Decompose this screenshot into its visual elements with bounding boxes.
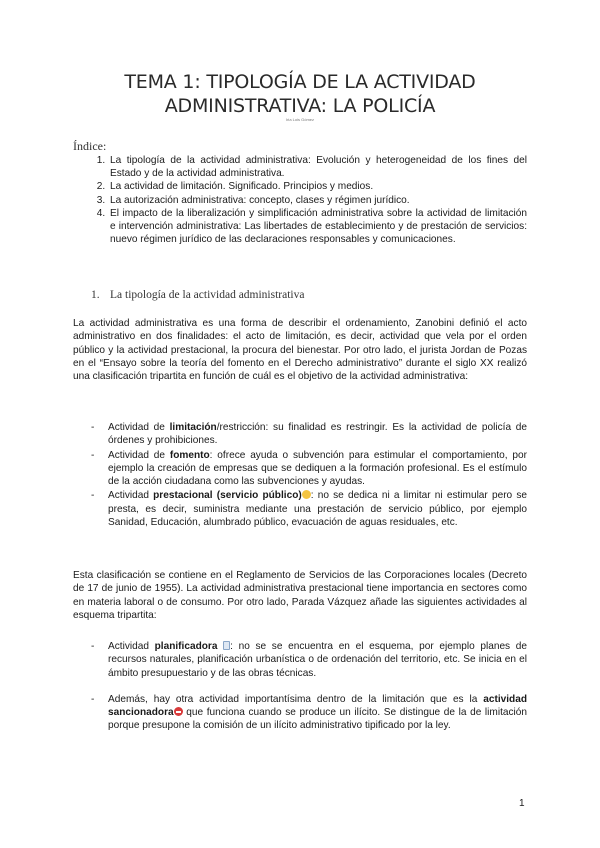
section-heading xyxy=(91,289,304,301)
index-item: 1. La tipología de la actividad administrativa: Evolución y heterogeneidad de los fines del Estado y de la actividad administrativa. xyxy=(108,155,527,180)
smile-emoji-icon xyxy=(302,490,311,499)
paragraph-1: La actividad administrativa es una forma de describir el ordenamiento, Zanobini definió el acto administrativo en dos finalidades: el acto de limitación, es decir, actividad que vela por el orden público y la actividad prestacional, la procura del bienestar. Por otro lado, el jurista Jordan de Pozas en el “Ensayo sobre la teoría del fomento en el Derecho administrativo” durante el siglo XX realizó una clasificación tripartita en función de cuál es el objetivo de la actividad administrativa: xyxy=(73,318,527,383)
index-item: 3. La autorización administrativa: concepto, clases y régimen jurídico. xyxy=(108,195,527,208)
document-title xyxy=(60,70,540,118)
activity-list-2 xyxy=(73,640,527,734)
index-item: 2. La actividad de limitación. Significado. Principios y medios. xyxy=(108,181,527,194)
list-item: - Además, hay otra actividad importantísima dentro de la limitación que es la actividad sancionadora que funciona cuando se produce un ilícito. Se distingue de la de limitación porque presupone la comisión de un ilícito administrativo tipificado por la ley. xyxy=(91,693,527,732)
title-line-2: ADMINISTRATIVA: LA POLICÍA xyxy=(164,95,436,117)
index-heading: Índice: xyxy=(73,139,107,153)
paragraph-2: Esta clasificación se contiene en el Reglamento de Servicios de las Corporaciones locales (Decreto de 17 de junio de 1955). La actividad administrativa prestacional tiene importancia en sectores como en materia laboral o de consumo. Por otro lado, Parada Vázquez añade las siguientes actividades al esquema tripartita: xyxy=(73,570,527,621)
list-item: - Actividad de fomento: ofrece ayuda o subvención para estimular el comportamiento, por ejemplo la creación de empresas que se dediquen a la formación profesional. Es el estímulo de la acción ciudadana como las subvenciones y ayudas. xyxy=(91,449,527,488)
index-list xyxy=(73,155,527,247)
author: Iria Lois Gómez xyxy=(285,117,314,122)
activity-list-1 xyxy=(73,421,527,530)
index-item: 4. El impacto de la liberalización y simplificación administrativa sobre la actividad de limitación e intervención administrativa: Las libertades de establecimiento y de prestación de servicios: nuevo régimen jurídico de las declaraciones responsables y comunicaciones. xyxy=(108,208,527,246)
section-number: 1. xyxy=(91,289,100,301)
no-entry-emoji-icon xyxy=(174,707,183,716)
section-title: La tipología de la actividad administrativa xyxy=(110,289,305,301)
list-item: - Actividad de limitación/restricción: su finalidad es restringir. Es la actividad de policía de órdenes y prohibiciones. xyxy=(91,422,527,447)
list-item: - Actividad prestacional (servicio público) : no se dedica ni a limitar ni estimular pero se presta, es decir, suministra mediante una prestación de servicio público, por ejemplo Sanidad, Educación, alumbrado público, evacuación de aguas residuales, etc. xyxy=(91,490,528,529)
title-line-1: TEMA 1: TIPOLOGÍA DE LA ACTIVIDAD xyxy=(124,71,476,93)
page-number: 1 xyxy=(519,798,525,809)
list-item: - Actividad planificadora : no se se encuentra en el esquema, por ejemplo planes de recursos naturales, planificación urbanística o de ordenación del territorio, etc. Se inicia en el ámbito presupuestario y de las obras técnicas. xyxy=(91,641,527,679)
